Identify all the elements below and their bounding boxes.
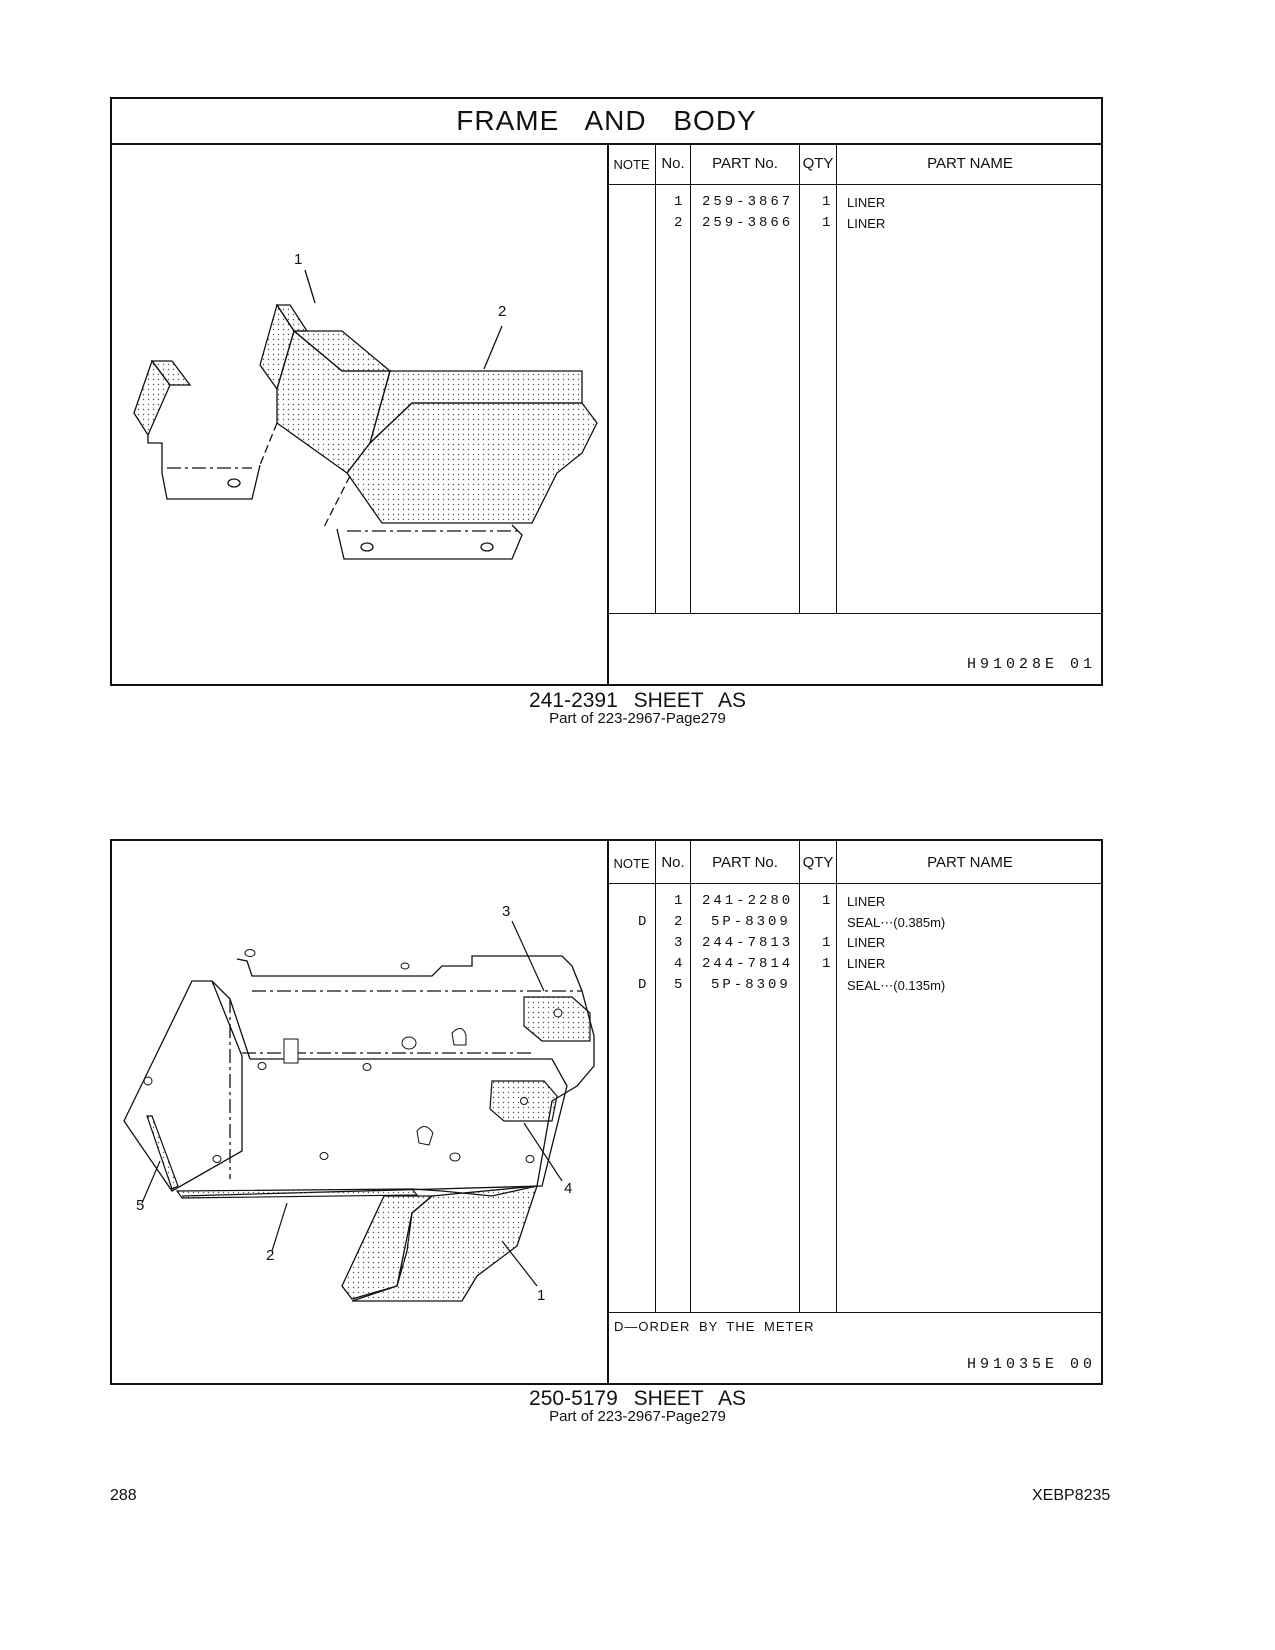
- diagram-frame-1: [110, 97, 1103, 686]
- callout-label: 5: [136, 1197, 145, 1214]
- table-header-rule: [607, 184, 1101, 185]
- row-no: 4: [674, 956, 686, 972]
- liner-illustration-2: [112, 841, 607, 1385]
- row-no: 1: [674, 194, 686, 210]
- col-divider: [655, 841, 656, 1312]
- row-no: 2: [674, 215, 686, 231]
- drawing-revision: 00: [1070, 1356, 1097, 1373]
- row-part-name: LINER: [847, 195, 886, 210]
- row-qty: 1: [822, 215, 834, 231]
- col-divider: [799, 143, 800, 613]
- callout-label: 1: [294, 251, 303, 268]
- row-part-no: 259-3866: [702, 215, 794, 231]
- diagram-caption-title: 250-5179 SHEET AS: [529, 1387, 746, 1410]
- row-qty: 1: [822, 956, 834, 972]
- row-part-no: 5P-8309: [711, 977, 791, 993]
- row-part-name: LINER: [847, 935, 886, 950]
- row-qty: 1: [822, 194, 834, 210]
- table-bottom-rule: [607, 1312, 1101, 1313]
- callout-label: 3: [502, 903, 511, 920]
- footnote: D―ORDER BY THE METER: [614, 1319, 815, 1334]
- row-part-no: 244-7814: [702, 956, 794, 972]
- row-part-name: LINER: [847, 216, 886, 231]
- row-no: 5: [674, 977, 686, 993]
- row-part-no: 5P-8309: [711, 914, 791, 930]
- col-divider: [690, 143, 691, 613]
- row-part-name: LINER: [847, 894, 886, 909]
- liner-illustration-1: [112, 143, 607, 686]
- col-divider: [799, 841, 800, 1312]
- row-part-name: LINER: [847, 956, 886, 971]
- callout-label: 2: [266, 1247, 275, 1264]
- page-number: 288: [110, 1487, 137, 1504]
- callout-label: 1: [537, 1287, 546, 1304]
- row-part-name: SEAL⋯(0.135m): [847, 978, 946, 993]
- row-part-no: 244-7813: [702, 935, 794, 951]
- row-part-no: 259-3867: [702, 194, 794, 210]
- table-left-border: [607, 841, 609, 1385]
- col-divider: [655, 143, 656, 613]
- header-qty: QTY: [802, 155, 834, 172]
- drawing-code: H91028E: [967, 656, 1059, 673]
- document-code: XEBP8235: [1032, 1487, 1111, 1504]
- callout-label: 2: [498, 303, 507, 320]
- diagram-caption-subtitle: Part of 223-2967-Page279: [549, 1408, 726, 1425]
- row-note: D: [638, 977, 650, 993]
- col-divider: [836, 143, 837, 613]
- header-no: No.: [661, 854, 685, 871]
- header-part-name: PART NAME: [927, 854, 1013, 871]
- col-divider: [690, 841, 691, 1312]
- row-part-no: 241-2280: [702, 893, 794, 909]
- header-part-name: PART NAME: [927, 155, 1013, 172]
- diagram-caption-subtitle: Part of 223-2967-Page279: [549, 710, 726, 727]
- row-note: D: [638, 914, 650, 930]
- header-note: NOTE: [613, 157, 650, 172]
- diagram-frame-2: [110, 839, 1103, 1385]
- drawing-code: H91035E: [967, 1356, 1059, 1373]
- diagram-caption-title: 241-2391 SHEET AS: [529, 689, 746, 712]
- drawing-revision: 01: [1070, 656, 1097, 673]
- table-bottom-rule: [607, 613, 1101, 614]
- table-left-border: [607, 143, 609, 686]
- row-no: 1: [674, 893, 686, 909]
- row-no: 3: [674, 935, 686, 951]
- row-qty: 1: [822, 935, 834, 951]
- header-qty: QTY: [802, 854, 834, 871]
- row-qty: 1: [822, 893, 834, 909]
- callout-label: 4: [564, 1180, 573, 1197]
- row-no: 2: [674, 914, 686, 930]
- section-title: FRAME AND BODY: [112, 99, 1101, 145]
- col-divider: [836, 841, 837, 1312]
- header-note: NOTE: [613, 856, 650, 871]
- header-part-no: PART No.: [712, 854, 778, 871]
- header-part-no: PART No.: [712, 155, 778, 172]
- header-no: No.: [661, 155, 685, 172]
- table-header-rule: [607, 883, 1101, 884]
- row-part-name: SEAL⋯(0.385m): [847, 915, 946, 930]
